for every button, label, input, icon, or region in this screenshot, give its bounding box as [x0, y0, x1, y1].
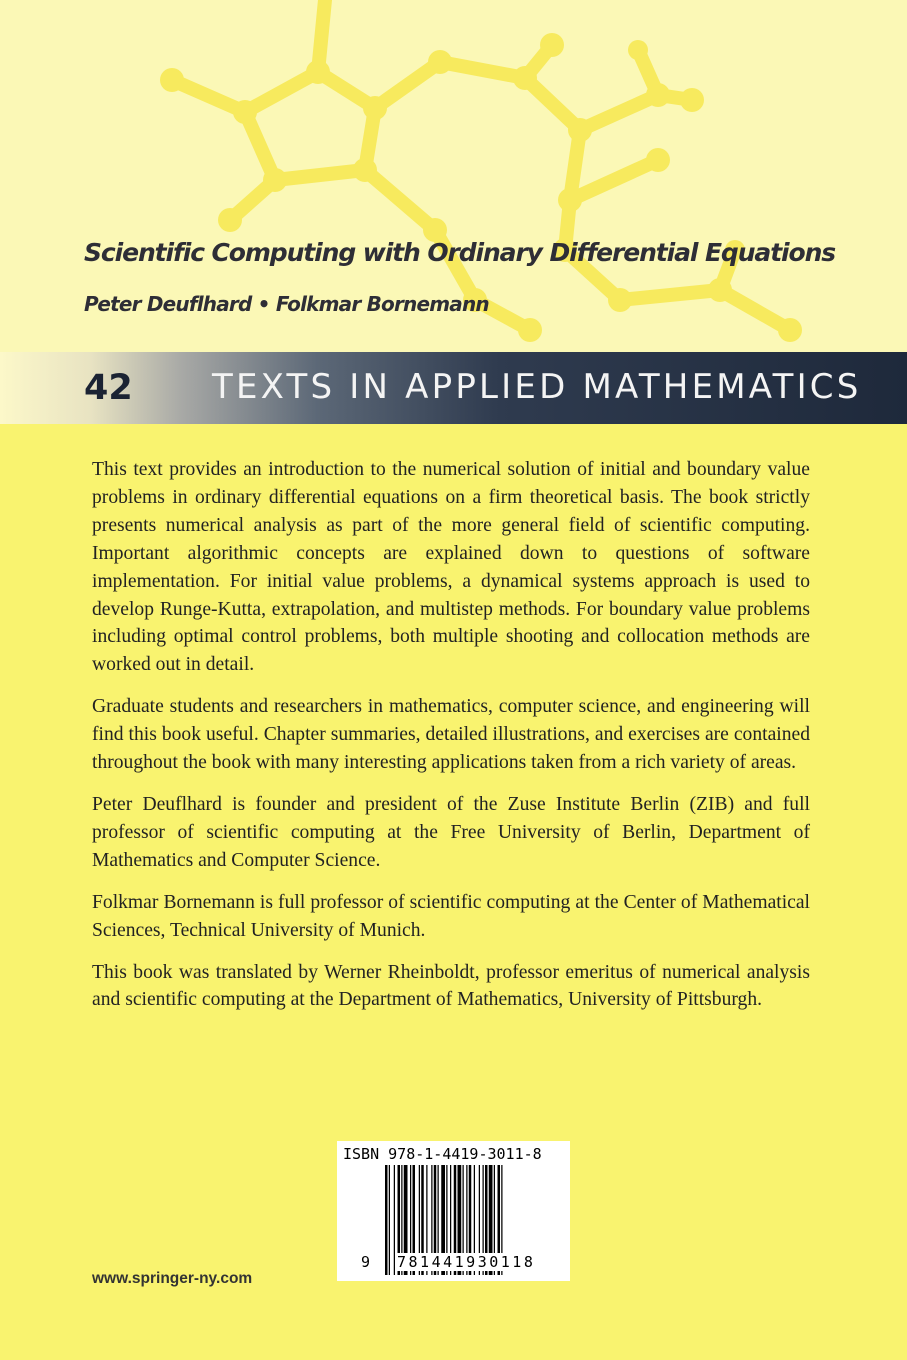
isbn-barcode [337, 1141, 570, 1281]
publisher-website[interactable]: www.springer-ny.com [92, 1270, 253, 1287]
blurb-paragraph: Graduate students and researchers in mathematics, computer science, and engineering will find this book useful. Chapter summaries, detailed illustrations, and exercises are contained throughout the book with many interesting applications taken from a rich variety of areas. [92, 696, 810, 774]
ean-first-digit: 9 [361, 1253, 371, 1271]
barcode-bar [389, 1165, 390, 1275]
isbn-label: ISBN 978-1-4419-3011-8 [343, 1145, 542, 1163]
ean-digits: 781441930118 [397, 1253, 547, 1271]
book-title: Scientific Computing with Ordinary Differential Equations [84, 238, 836, 267]
blurb-paragraph: This text provides an introduction to the numerical solution of initial and boundary value problems in ordinary differential equations on a firm theoretical basis. The book strictly presents numerical analysis as part of the more general field of scientific computing. Important algorithmic concepts are explained down to questions of software implementation. For initial value problems, a dynamical systems approach is used to develop Runge-Kutta, extrapolation, and multistep methods. For boundary value problems including optimal control problems, both multiple shooting and collocation methods are worked out in detail. [92, 459, 810, 676]
blurb-paragraph: Folkmar Bornemann is full professor of scientific computing at the Center of Mathematical Sciences, Technical University of Munich. [92, 891, 810, 941]
blurb-paragraph: Peter Deuflhard is founder and president of the Zuse Institute Berlin (ZIB) and full professor of scientific computing at the Free University of Berlin, Department of Mathematics and Computer Science. [92, 793, 810, 871]
series-name: TEXTS IN APPLIED MATHEMATICS [212, 367, 862, 407]
barcode-bar [385, 1165, 388, 1275]
cover-header [0, 0, 907, 352]
blurb-paragraph: This book was translated by Werner Rheinboldt, professor emeritus of numerical analysis and scientific computing at the Department of Mathematics, University of Pittsburgh. [92, 961, 810, 1011]
series-number: 42 [84, 368, 133, 408]
book-authors: Peter Deuflhard • Folkmar Bornemann [84, 292, 489, 316]
back-cover-blurb [92, 456, 810, 1028]
barcode-bar [394, 1165, 395, 1275]
series-band [0, 352, 907, 424]
